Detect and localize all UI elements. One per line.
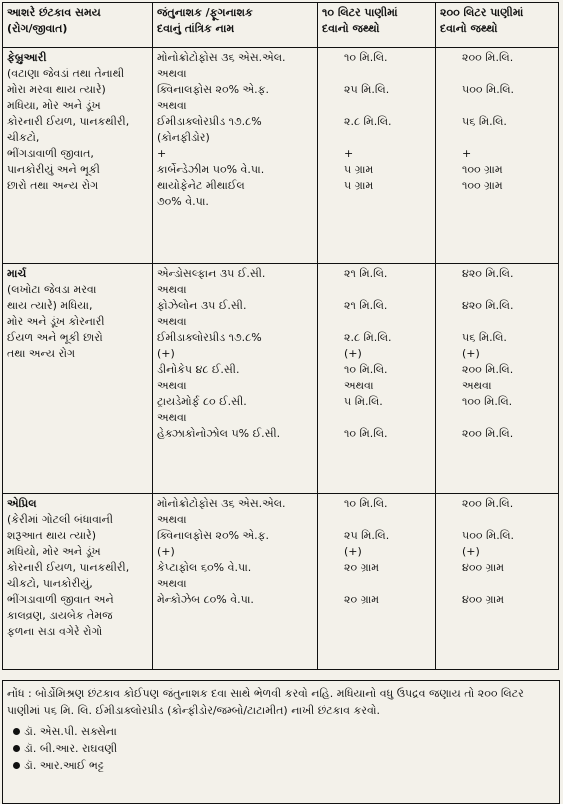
chemical-name: અથવા [157,67,187,80]
pest-description: ચીકટો, [7,131,40,144]
dose-200l: ૨૦૦ મિ.લિ. [462,427,514,440]
pest-description: કાલવ્રણ, ડાયબેક તેમજ [7,609,113,622]
dose-10l [322,576,431,592]
chemical-name: ફોઝેલોન ૩૫ ઈ.સી. [157,299,247,312]
dose-200l-cell [436,48,559,264]
header-row [3,3,559,48]
dose-10l: ૧૦ મિ.લિ. [344,427,388,440]
dose-10l-cell [318,48,436,264]
dose-10l: + [344,147,354,160]
dose-10l [322,314,431,330]
dose-200l [440,66,554,82]
dose-10l: ૨૧ મિ.લિ. [344,299,388,312]
chemical-name: અથવા [157,379,187,392]
dose-200l: ૧૦૦ મિ.લિ. [462,395,513,408]
dose-10l [322,98,431,114]
note-text: નોંધ : બોર્ડોમિશ્રણ છંટકાવ કોઈપણ જંતુનાશક દવા સાથે ભેળવી કરવો નહિ. મધિયાનો વધુ ઉપદ્રવ જણાય તો ૨૦૦ લિટર પાણીમાં ૫૬ મિ. લિ. ઈમીડાક્લોરપ્રીડ (કોન્ફીડોર/જમ્બો/ટાટામીત) નાખી છંટકાવ કરવો. [7,687,524,717]
dose-200l: ૧૦૦ ગ્રામ [462,179,503,192]
pest-description: પાનકોરીયું અને ભૂકી [7,163,100,176]
chemical-name: મોનોક્રોટોફોસ ૩૬ એસ.એલ. [157,497,286,510]
dose-10l: ૨૫ મિ.લિ. [344,83,390,96]
author-line [7,740,555,757]
bullet-icon [13,728,20,735]
dose-10l [322,410,431,426]
dose-10l: ૧૦ મિ.લિ. [344,363,388,376]
dose-200l: ૧૦૦ ગ્રામ [462,163,503,176]
chemical-name: અથવા [157,315,187,328]
pest-description: કોરનારી ઈયળ, પાનકથીરી, [7,115,130,128]
chemical-name: (+) [157,347,175,360]
dose-10l: ૫ મિ.લિ. [344,395,383,408]
chemical-name: + [157,147,167,160]
dose-10l: ૨૦ ગ્રામ [344,561,380,574]
note-box [2,680,560,804]
chemical-name: અથવા [157,411,187,424]
dose-10l-cell [318,264,436,494]
dose-200l: ૨૦૦ મિ.લિ. [462,363,514,376]
chemical-name: ૭૦% વે.પા. [157,195,209,208]
dose-10l [322,512,431,528]
dose-10l [322,130,431,146]
chemical-name: (+) [157,545,175,558]
dose-200l: ૪૨૦ મિ.લિ. [462,299,514,312]
dose-10l: ૧૦ મિ.લિ. [344,497,388,510]
dose-10l [322,66,431,82]
dose-200l: ૪૦૦ ગ્રામ [462,561,505,574]
chemical-name: ઈમીડાક્લોરપ્રીડ ૧૭.૮% [157,331,262,344]
header-10-litre: ૧૦ લિટર પાણીમાં દવાનો જથ્થો [318,3,436,48]
bullet-icon [13,745,20,752]
dose-10l: ૧૦ મિ.લિ. [344,51,388,64]
month-label: એપ્રિલ [7,497,37,510]
author-name: ડૉ. એસ.પી. સક્સેના [24,725,117,738]
chemical-name: અથવા [157,513,187,526]
dose-200l-cell [436,494,559,670]
dose-10l: (+) [344,347,362,360]
author-name: ડૉ. બી.આર. રાઘવણી [24,742,118,755]
pest-description: (વટાણા જેવડાં તથા તેનાથી [7,67,125,80]
dose-10l: અથવા [344,379,374,392]
dose-10l: ૨૧ મિ.લિ. [344,267,388,280]
dose-200l [440,410,554,426]
pest-description: મધિયો, મોર અને ડૂંખ [7,545,101,558]
dose-10l: ૫ ગ્રામ [344,163,374,176]
bullet-icon [13,762,20,769]
schedule-row [3,494,559,670]
pest-description: ભીંગડાવાળી જીવાત, [7,147,94,160]
header-timing: આશરે છંટકાવ સમય (રોગ/જીવાત) [3,3,153,48]
chemical-name: ઈમીડાક્લોરપ્રીડ ૧૭.૮% [157,115,262,128]
chemical-name: ડીનોકેપ ૪૮ ઈ.સી. [157,363,240,376]
pest-description: ફળના સડા વગેરે રોગો [7,625,103,638]
header-chemical: જંતુનાશક /ફૂગનાશક દવાનું તાંત્રિક નામ [153,3,318,48]
dose-10l-cell [318,494,436,670]
dose-200l: ૪૨૦ મિ.લિ. [462,267,514,280]
pest-description: મોર અને ડૂંખ કોરનારી [7,315,105,328]
author-name: ડૉ. આર.આઈ ભટ્ટ [24,759,104,772]
pest-description: થાય ત્યારે) મધિયા, [7,299,93,312]
chemical-cell [153,264,318,494]
dose-10l: ૫ ગ્રામ [344,179,374,192]
schedule-row [3,264,559,494]
dose-200l [440,282,554,298]
dose-200l [440,194,554,210]
timing-cell [3,48,153,264]
dose-200l: ૫૬ મિ.લિ. [462,331,507,344]
chemical-name: અથવા [157,577,187,590]
chemical-name: એન્ડોસલ્ફાન ૩૫ ઈ.સી. [157,267,266,280]
chemical-name: ક્વિનાલફોસ ૨૦% એ.ફ. [157,529,269,542]
dose-10l: (+) [344,545,362,558]
chemical-cell [153,494,318,670]
dose-200l: ૪૦૦ ગ્રામ [462,593,505,606]
pest-description: તથા અન્ય રોગ [7,347,76,360]
chemical-name: ક્વિનાલફોસ ૨૦% એ.ફ. [157,83,269,96]
pest-description: ભીંગડાવાળી જીવાત અને [7,593,114,606]
dose-200l: (+) [462,347,480,360]
pest-description: કોરનારી ઈયળ, પાનકથીરી, [7,561,130,574]
dose-10l: ૨૦ ગ્રામ [344,593,380,606]
pest-description: ચીકટો, પાનકોરીયું, [7,577,93,590]
spray-schedule-table [2,2,559,670]
pest-description: મોરા મરવા થાય ત્યારે) [7,83,106,96]
chemical-name: અથવા [157,283,187,296]
month-label: માર્ચ [7,267,27,280]
pest-description: (કેરીમાં ગોટલી બંધાવાની [7,513,114,526]
pest-description: મધિયા, મોર અને ડૂંખ [7,99,101,112]
dose-200l: + [462,147,472,160]
dose-200l: ૨૦૦ મિ.લિ. [462,51,514,64]
header-200-litre: ૨૦૦ લિટર પાણીમાં દવાનો જથ્થો [436,3,559,48]
dose-10l: ૨.૮ મિ.લિ. [344,331,392,344]
author-line [7,757,555,774]
pest-description: (લખોટા જેવડા મરવા [7,283,97,296]
dose-200l: અથવા [462,379,492,392]
dose-10l [322,282,431,298]
dose-200l: ૫૦૦ મિ.લિ. [462,529,515,542]
dose-10l [322,194,431,210]
timing-cell [3,494,153,670]
pest-description: છારો તથા અન્ય રોગ [7,179,99,192]
pest-description: ઈયળ અને ભૂકી છારો [7,331,103,344]
author-line [7,723,555,740]
chemical-name: મેન્કોઝેબ ૮૦% વે.પા. [157,593,254,606]
month-label: ફેબ્રુઆરી [7,51,47,64]
chemical-name: ટ્રાયડેમોર્ફ ૮૦ ઈ.સી. [157,395,247,408]
chemical-name: કાર્બેન્ડેઝીમ ૫૦% વે.પા. [157,163,265,176]
chemical-cell [153,48,318,264]
chemical-name: થાયોફેનેટ મીથાઈલ [157,179,245,192]
chemical-name: કેપ્ટાફોલ ૬૦% વે.પા. [157,561,252,574]
dose-200l [440,98,554,114]
pest-description: શરૂઆત થાય ત્યારે) [7,529,97,542]
dose-10l: ૨૫ મિ.લિ. [344,529,390,542]
chemical-name: અથવા [157,99,187,112]
dose-200l [440,576,554,592]
chemical-name: મોનોક્રોટોફોસ ૩૬ એસ.એલ. [157,51,286,64]
dose-200l [440,130,554,146]
dose-200l [440,314,554,330]
chemical-name: (કોનફીડોર) [157,131,210,144]
dose-200l [440,512,554,528]
dose-10l: ૨.૮ મિ.લિ. [344,115,392,128]
dose-200l: ૨૦૦ મિ.લિ. [462,497,514,510]
dose-200l: (+) [462,545,480,558]
schedule-row [3,48,559,264]
chemical-name: હેક્ઝાકોનોઝોલ ૫% ઈ.સી. [157,427,281,440]
timing-cell [3,264,153,494]
dose-200l: ૫૬ મિ.લિ. [462,115,507,128]
dose-200l: ૫૦૦ મિ.લિ. [462,83,515,96]
dose-200l-cell [436,264,559,494]
